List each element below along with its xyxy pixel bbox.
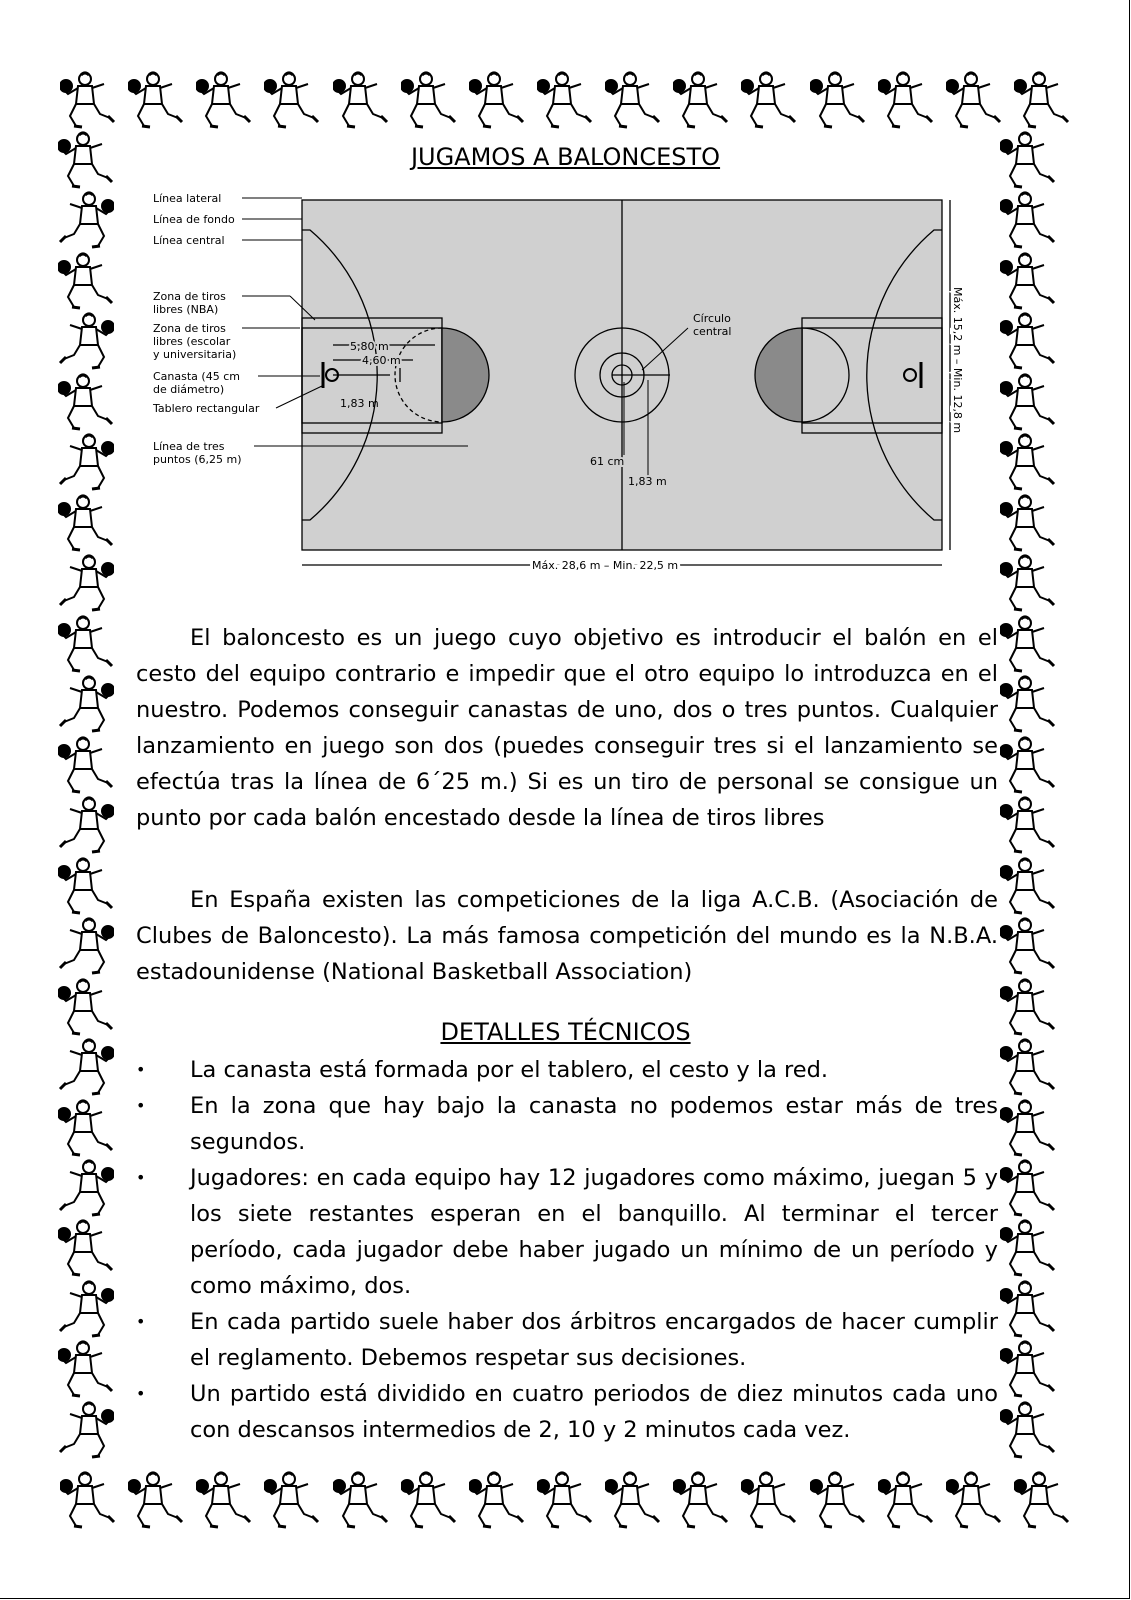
label-linea-lateral: Línea lateral bbox=[153, 192, 222, 205]
bullet-icon: • bbox=[136, 1168, 146, 1187]
court-diagram bbox=[150, 190, 980, 580]
basketball-player-icon bbox=[1000, 1218, 1056, 1278]
label-canasta-1: Canasta (45 cm bbox=[153, 370, 240, 383]
basketball-player-icon bbox=[1000, 1279, 1056, 1339]
basketball-player-icon bbox=[946, 70, 1002, 130]
basketball-player-icon bbox=[537, 70, 593, 130]
basketball-player-icon bbox=[741, 1470, 797, 1530]
basketball-player-icon bbox=[58, 432, 114, 492]
basketball-player-icon bbox=[1000, 553, 1056, 613]
bullet-icon: • bbox=[136, 1060, 146, 1079]
basketball-player-icon bbox=[58, 553, 114, 613]
basketball-player-icon bbox=[605, 1470, 661, 1530]
label-largo: Máx. 28,6 m – Min. 22,5 m bbox=[532, 559, 679, 572]
border-left bbox=[58, 130, 114, 1460]
basketball-player-icon bbox=[469, 70, 525, 130]
bullet-icon: • bbox=[136, 1312, 146, 1331]
basketball-player-icon bbox=[58, 735, 114, 795]
label-zona-nba-2: libres (NBA) bbox=[153, 303, 219, 316]
label-circulo-2: central bbox=[693, 325, 732, 338]
border-top bbox=[60, 70, 1070, 130]
basketball-player-icon bbox=[58, 614, 114, 674]
page-title: JUGAMOS A BALONCESTO bbox=[410, 143, 721, 171]
basketball-player-icon bbox=[1000, 251, 1056, 311]
basketball-player-icon bbox=[196, 70, 252, 130]
label-zona-esc-2: libres (escolar bbox=[153, 335, 231, 348]
basketball-player-icon bbox=[1000, 311, 1056, 371]
label-zona-esc-1: Zona de tiros bbox=[153, 322, 226, 335]
basketball-player-icon bbox=[1000, 190, 1056, 250]
list-item bbox=[136, 1088, 998, 1160]
basketball-player-icon bbox=[60, 70, 116, 130]
label-tres-1: Línea de tres bbox=[153, 440, 225, 453]
basketball-player-icon bbox=[605, 70, 661, 130]
basketball-player-icon bbox=[58, 1400, 114, 1460]
label-tres-2: puntos (6,25 m) bbox=[153, 453, 242, 466]
bullet-icon: • bbox=[136, 1096, 146, 1115]
list-item bbox=[136, 1376, 998, 1448]
basketball-player-icon bbox=[469, 1470, 525, 1530]
basketball-player-icon bbox=[128, 1470, 184, 1530]
label-zona-nba-1: Zona de tiros bbox=[153, 290, 226, 303]
basketball-player-icon bbox=[1000, 614, 1056, 674]
label-canasta-2: de diámetro) bbox=[153, 383, 225, 396]
list-item-text: En cada partido suele haber dos árbitros encargados de hacer cumplir el reglamento. Debemos respetar sus decisiones. bbox=[190, 1309, 998, 1371]
basketball-player-icon bbox=[878, 1470, 934, 1530]
section-title: DETALLES TÉCNICOS bbox=[440, 1018, 691, 1046]
details-list bbox=[136, 1052, 998, 1448]
basketball-player-icon bbox=[264, 70, 320, 130]
basketball-player-icon bbox=[1000, 1339, 1056, 1399]
label-linea-fondo: Línea de fondo bbox=[153, 213, 235, 226]
border-bottom bbox=[60, 1470, 1070, 1530]
basketball-player-icon bbox=[1000, 1158, 1056, 1218]
basketball-player-icon bbox=[58, 856, 114, 916]
basketball-player-icon bbox=[1000, 372, 1056, 432]
label-183b: 1,83 m bbox=[628, 475, 667, 488]
basketball-player-icon bbox=[58, 795, 114, 855]
bullet-icon: • bbox=[136, 1384, 146, 1403]
basketball-player-icon bbox=[1000, 856, 1056, 916]
list-item bbox=[136, 1304, 998, 1376]
basketball-player-icon bbox=[810, 1470, 866, 1530]
basketball-player-icon bbox=[1000, 795, 1056, 855]
basketball-player-icon bbox=[128, 70, 184, 130]
basketball-player-icon bbox=[58, 311, 114, 371]
basketball-player-icon bbox=[401, 70, 457, 130]
basketball-player-icon bbox=[878, 70, 934, 130]
basketball-player-icon bbox=[741, 70, 797, 130]
basketball-player-icon bbox=[333, 1470, 389, 1530]
basketball-player-icon bbox=[58, 1339, 114, 1399]
basketball-player-icon bbox=[1000, 493, 1056, 553]
intro-paragraph-1: El baloncesto es un juego cuyo objetivo es introducir el balón en el cesto del equipo contrario e impedir que el otro equipo lo introduzca en el nuestro. Podemos conseguir canastas de uno, dos o tres puntos. Cualquier lanzamiento en juego son dos (puedes conseguir tres si el lanzamiento se efectúa tras la línea de 6´25 m.) Si es un tiro de personal se consigue un punto por cada balón encestado desde la línea de tiros libres bbox=[136, 625, 998, 831]
basketball-player-icon bbox=[333, 70, 389, 130]
basketball-player-icon bbox=[58, 190, 114, 250]
label-linea-central: Línea central bbox=[153, 234, 225, 247]
basketball-player-icon bbox=[946, 1470, 1002, 1530]
basketball-player-icon bbox=[58, 1098, 114, 1158]
basketball-player-icon bbox=[401, 1470, 457, 1530]
label-tablero: Tablero rectangular bbox=[153, 402, 260, 415]
basketball-player-icon bbox=[196, 1470, 252, 1530]
label-ancho: Máx. 15,2 m – Min. 12,8 m bbox=[951, 287, 964, 434]
basketball-player-icon bbox=[58, 1158, 114, 1218]
basketball-player-icon bbox=[1000, 735, 1056, 795]
basketball-player-icon bbox=[264, 1470, 320, 1530]
list-item bbox=[136, 1052, 998, 1088]
basketball-player-icon bbox=[1000, 1098, 1056, 1158]
basketball-player-icon bbox=[537, 1470, 593, 1530]
list-item-text: La canasta está formada por el tablero, el cesto y la red. bbox=[190, 1057, 829, 1083]
basketball-player-icon bbox=[58, 916, 114, 976]
basketball-player-icon bbox=[60, 1470, 116, 1530]
basketball-player-icon bbox=[58, 1037, 114, 1097]
intro-paragraph-2: En España existen las competiciones de la liga A.C.B. (Asociación de Clubes de Baloncesto). La más famosa competición del mundo es la N.B.A. estadounidense (National Basketball Association) bbox=[136, 887, 998, 985]
basketball-player-icon bbox=[1014, 1470, 1070, 1530]
label-61: 61 cm bbox=[590, 455, 625, 468]
basketball-player-icon bbox=[1000, 1037, 1056, 1097]
label-183a: 1,83 m bbox=[340, 397, 379, 410]
basketball-player-icon bbox=[1014, 70, 1070, 130]
basketball-player-icon bbox=[58, 372, 114, 432]
label-460: 4,60 m bbox=[362, 354, 401, 367]
basketball-player-icon bbox=[58, 1218, 114, 1278]
label-580: 5,80 m bbox=[350, 340, 389, 353]
border-right bbox=[1000, 130, 1056, 1460]
basketball-player-icon bbox=[673, 70, 729, 130]
list-item-text: Jugadores: en cada equipo hay 12 jugadores como máximo, juegan 5 y los siete restantes esperan en el banquillo. Al terminar el tercer período, cada jugador debe haber jugado un mínimo de un período y como máximo, dos. bbox=[190, 1165, 998, 1299]
basketball-player-icon bbox=[58, 251, 114, 311]
basketball-player-icon bbox=[1000, 432, 1056, 492]
basketball-player-icon bbox=[810, 70, 866, 130]
list-item-text: Un partido está dividido en cuatro periodos de diez minutos cada uno con descansos intermedios de 2, 10 y 2 minutos cada vez. bbox=[190, 1381, 998, 1443]
basketball-player-icon bbox=[58, 674, 114, 734]
basketball-player-icon bbox=[58, 493, 114, 553]
basketball-player-icon bbox=[1000, 674, 1056, 734]
list-item-text: En la zona que hay bajo la canasta no podemos estar más de tres segundos. bbox=[190, 1093, 998, 1155]
label-zona-esc-3: y universitaria) bbox=[153, 348, 237, 361]
label-circulo-1: Círculo bbox=[693, 312, 731, 325]
list-item bbox=[136, 1160, 998, 1304]
basketball-player-icon bbox=[1000, 1400, 1056, 1460]
basketball-player-icon bbox=[1000, 916, 1056, 976]
basketball-player-icon bbox=[673, 1470, 729, 1530]
basketball-player-icon bbox=[58, 1279, 114, 1339]
